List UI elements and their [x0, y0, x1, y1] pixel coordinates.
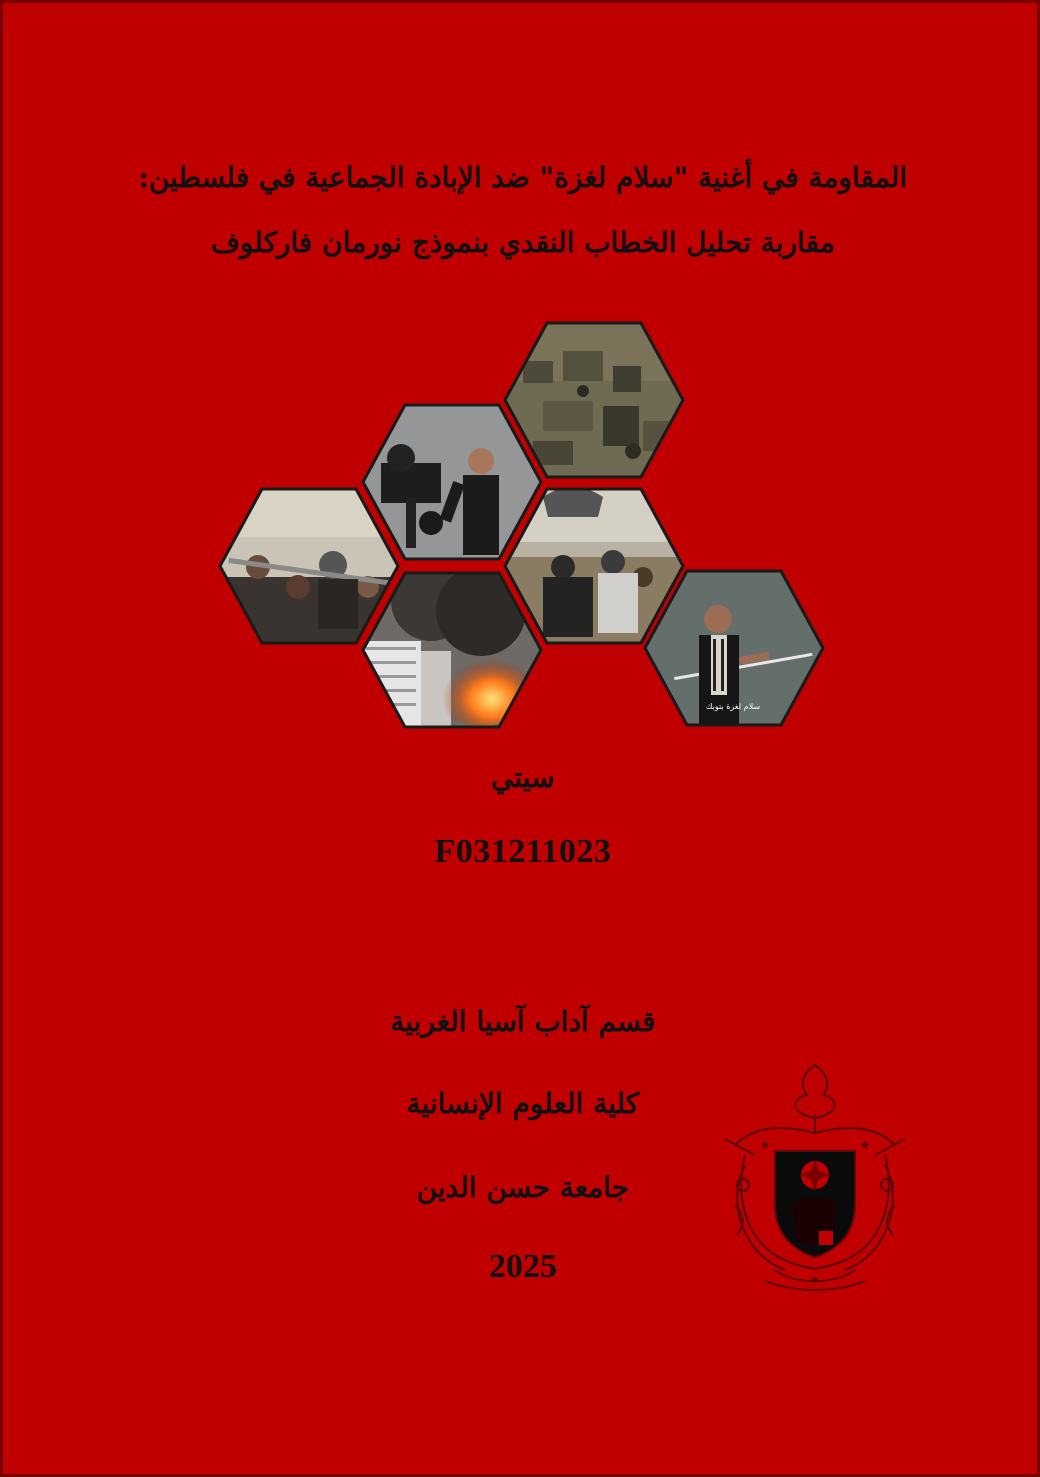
faculty-name: كلية العلوم الإنسانية [406, 1087, 640, 1120]
university-name: جامعة حسن الدين [416, 1171, 630, 1204]
photo-collage [3, 3, 1040, 763]
department-name: قسم آداب آسيا الغربية [390, 1005, 656, 1038]
thesis-title-line1: المقاومة في أغنية "سلام لغزة" ضد الإبادة الجماعية في فلسطين: [138, 161, 908, 194]
year: 2025 [489, 1248, 557, 1285]
student-id: F031211023 [434, 833, 612, 870]
video-caption: سلام لغزة بتوبك [705, 702, 761, 711]
author-name: سيتي [491, 761, 555, 794]
thesis-title-line2: مقاربة تحليل الخطاب النقدي بنموذج نورمان فاركلوف [211, 226, 835, 259]
singer-keffiyeh-photo [643, 569, 825, 727]
university-seal-logo [715, 1055, 915, 1295]
building-explosion-photo [361, 571, 543, 729]
